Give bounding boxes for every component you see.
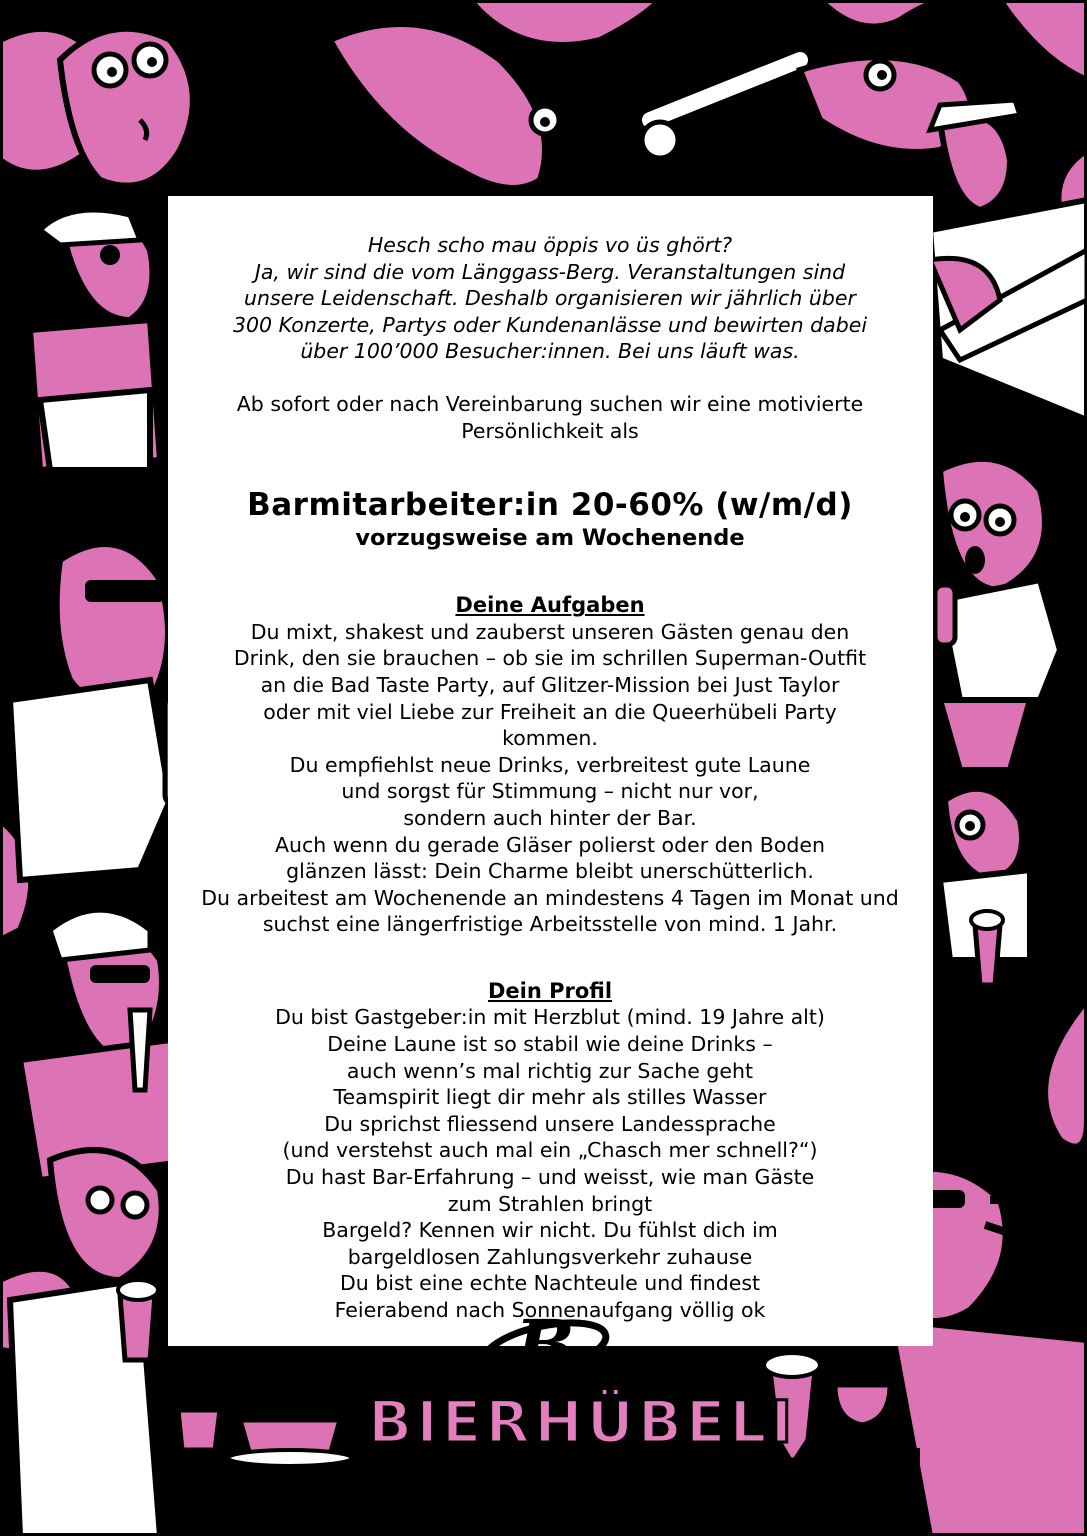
profil-heading: Dein Profil — [487, 978, 613, 1003]
cartoon-figure-icon — [60, 29, 193, 186]
logo-monogram: B — [515, 1308, 575, 1387]
profil-line: Feierabend nach Sonnenaufgang völlig ok — [334, 1298, 766, 1322]
intro-line: über 100’000 Besucher:innen. Bei uns läuft was. — [300, 339, 800, 364]
profil-line: Du hast Bar-Erfahrung – und weisst, wie man Gäste — [285, 1165, 815, 1190]
aufgaben-line: Drink, den sie brauchen – ob sie im schrillen Superman-Outfit — [233, 646, 867, 671]
logo-wordmark: BIERHÜBELI — [368, 1388, 797, 1456]
job-subtitle: vorzugsweise am Wochenende — [355, 525, 745, 552]
beer-glass-icon — [971, 911, 1003, 985]
aufgaben-line: glänzen lässt: Dein Charme bleibt unerschütterlich. — [286, 859, 814, 884]
intro-line: Hesch scho mau öppis vo üs ghört? — [367, 233, 733, 257]
aufgaben-line: und sorgst für Stimmung – nicht nur vor, — [341, 779, 759, 804]
aufgaben-line: sondern auch hinter der Bar. — [403, 805, 697, 830]
tentacle-shape — [470, 0, 660, 45]
tentacle-shape — [1045, 1000, 1087, 1147]
profil-list — [150, 1004, 950, 1323]
intro-paragraph — [150, 232, 950, 365]
aufgaben-line: Auch wenn du gerade Gläser polierst oder den Boden — [274, 832, 826, 857]
profil-line: Du bist Gastgeber:in mit Herzblut (mind. 19 Jahre alt) — [275, 1005, 825, 1030]
bierhuebeli-logo-icon — [475, 1308, 615, 1388]
aufgaben-line: kommen. — [502, 726, 598, 751]
coffee-cup-icon — [228, 1420, 352, 1466]
profil-line: Bargeld? Kennen wir nicht. Du fühlst dich im — [322, 1218, 778, 1243]
profil-line: (und verstehst auch mal ein „Chasch mer schnell?“) — [282, 1138, 818, 1163]
lead-paragraph — [150, 391, 950, 444]
profil-line: Deine Laune ist so stabil wie deine Drinks – — [327, 1032, 773, 1057]
aufgaben-heading: Deine Aufgaben — [455, 593, 645, 618]
cocktail-glass-icon — [178, 1370, 235, 1450]
intro-line: Ja, wir sind die vom Länggass-Berg. Veranstaltungen sind — [254, 259, 846, 284]
job-title: Barmitarbeiter:in 20-60% (w/m/d) — [247, 487, 853, 524]
cartoon-figure-icon — [10, 544, 170, 880]
aufgaben-line: suchst eine längerfristige Arbeitsstelle von mind. 1 Jahr. — [262, 912, 838, 937]
profil-line: zum Strahlen bringt — [447, 1191, 653, 1216]
aufgaben-list — [150, 619, 950, 938]
aufgaben-line: oder mit viel Liebe zur Freiheit an die Queerhübeli Party — [263, 699, 837, 724]
wine-glass-icon — [835, 1385, 890, 1455]
tentacle-shape — [820, 0, 950, 27]
cartoon-figure-icon — [30, 210, 160, 470]
intro-line: 300 Konzerte, Partys oder Kundenanlässe und bewirten dabei — [232, 312, 868, 337]
aufgaben-line: Du empfiehlst neue Drinks, verbreitest gute Laune — [289, 752, 811, 777]
wrench-icon — [642, 57, 971, 158]
cartoon-figure-icon — [330, 24, 559, 188]
lead-line: Ab sofort oder nach Vereinbarung suchen wir eine motivierte — [236, 391, 864, 416]
profil-line: bargeldlosen Zahlungsverkehr zuhause — [347, 1244, 753, 1269]
profil-line: Teamspirit liegt dir mehr als stilles Wasser — [333, 1085, 767, 1110]
profil-line: Du bist eine echte Nachteule und findest — [339, 1271, 761, 1296]
aufgaben-line: an die Bad Taste Party, auf Glitzer-Mission bei Just Taylor — [260, 672, 840, 697]
tentacle-shape — [1000, 0, 1087, 80]
cartoon-figure-icon — [940, 459, 1060, 770]
intro-line: unsere Leidenschaft. Deshalb organisieren wir jährlich über — [244, 286, 856, 311]
lead-line: Persönlichkeit als — [461, 418, 639, 443]
job-ad-text — [150, 232, 950, 1324]
aufgaben-line: Du mixt, shakest und zauberst unseren Gästen genau den — [250, 619, 850, 644]
profil-line: auch wenn’s mal richtig zur Sache geht — [346, 1058, 754, 1083]
guitar-icon — [930, 100, 1087, 420]
aufgaben-line: Du arbeitest am Wochenende an mindestens 4 Tagen im Monat und — [201, 885, 899, 910]
profil-line: Du sprichst fliessend unsere Landessprache — [324, 1111, 776, 1136]
